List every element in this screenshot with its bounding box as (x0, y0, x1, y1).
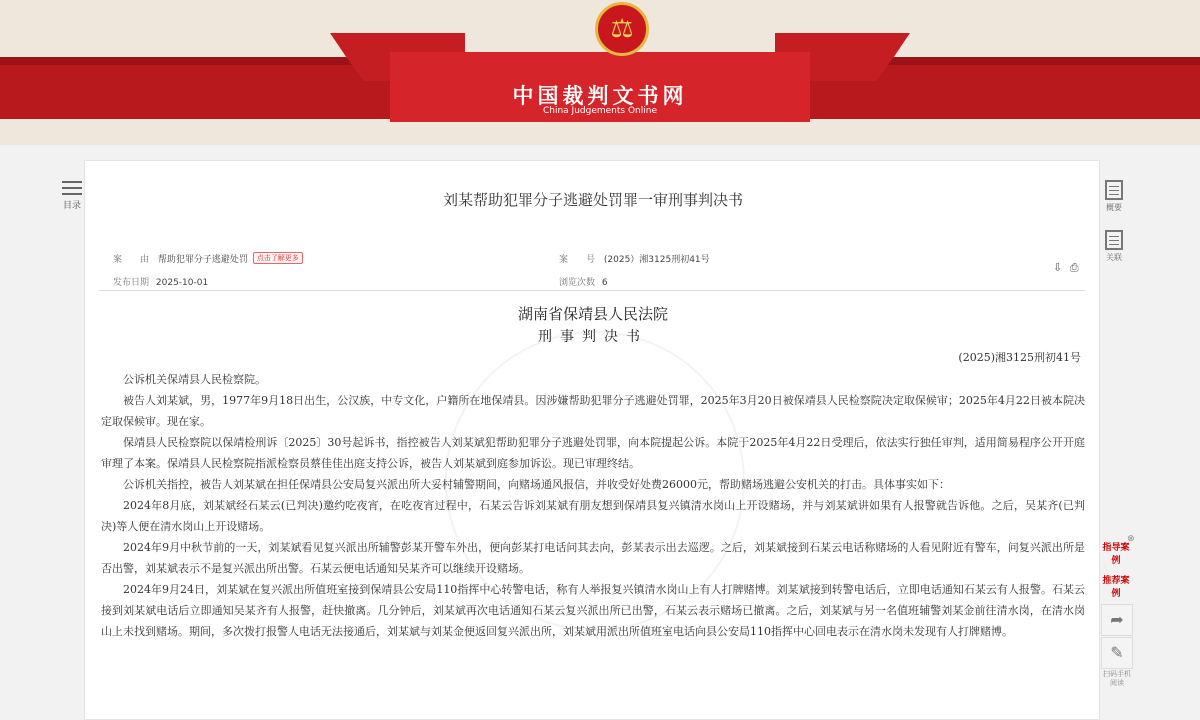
document-title: 刘某帮助犯罪分子逃避处罚罪一审刑事判决书 (442, 191, 743, 209)
court-name: 湖南省保靖县人民法院 (517, 305, 668, 323)
download-icon[interactable]: ⇩ (1053, 261, 1063, 274)
share-icon: ➦ (1110, 610, 1124, 629)
view-count-label: 浏览次数 (559, 278, 596, 288)
toc-label: 目录 (62, 201, 81, 211)
paragraph: 公诉机关指控，被告人刘某斌在担任保靖县公安局复兴派出所大妥村辅警期间，向赌场通风报信，并收受好处费26000元，帮助赌场逃避公安机关的打击。具体事实如下： (123, 478, 950, 491)
site-subtitle: China Judgements Online (542, 106, 657, 116)
paragraph: 2024年9月中秋节前的一天，刘某斌看见复兴派出所辅警彭某开警车外出，便向彭某打电话问其去向，彭某表示出去巡逻。之后，刘某斌接到石某云电话称赌场的人看见附近有警车，问复兴派出所是否出警，刘某斌表示不是复兴派出所出警。石某云便电话通知吴某齐可以继续开设赌场。 (101, 541, 1085, 575)
paragraph: 2024年8月底，刘某斌经石某云(已判决)邀约吃夜宵，在吃夜宵过程中，石某云告诉刘某斌有朋友想到保靖县复兴镇清水岗山上开设赌场，并与刘某斌讲如果有人报警就告诉他。之后，吴某齐(已判决)等人便在清水岗山上开设赌场。 (101, 499, 1085, 533)
case-number-label: 案 号 (559, 255, 596, 265)
related-icon (1105, 230, 1123, 250)
view-count (559, 275, 608, 288)
case-number: (2025)湘3125刑初41号 (958, 351, 1081, 364)
summary-button[interactable] (1102, 180, 1126, 213)
publish-date-label: 发布日期 (113, 278, 150, 288)
edit-icon: ✎ (1110, 643, 1124, 662)
learn-more-tag[interactable]: 点击了解更多 (253, 252, 303, 264)
list-icon (62, 180, 82, 196)
case-cause-value: 帮助犯罪分子逃避处罚 (157, 255, 248, 265)
guide-cases-link[interactable]: 指导案例 (1102, 543, 1130, 566)
view-count-value: 6 (601, 278, 608, 288)
summary-icon (1105, 180, 1123, 200)
paragraph: 保靖县人民检察院以保靖检刑诉〔2025〕30号起诉书，指控被告人刘某斌犯帮助犯罪分子逃避处罚罪，向本院提起公诉。本院于2025年4月22日受理后，依法实行独任审判，适用简易程序公开开庭审理了本案。保靖县人民检察院指派检察员蔡佳佳出庭支持公诉，被告人刘某斌到庭参加诉讼。现已审理终结。 (101, 436, 1085, 470)
case-number-value: (2025）湘3125刑初41号 (603, 255, 710, 265)
recommended-cases-link[interactable]: 推荐案例 (1102, 576, 1130, 599)
publish-date (113, 275, 208, 288)
case-number-meta (559, 252, 710, 265)
case-cause (113, 252, 303, 265)
share-button[interactable] (1101, 604, 1133, 636)
site-header (0, 0, 1200, 145)
paragraph: 2024年9月24日，刘某斌在复兴派出所值班室接到保靖县公安局110指挥中心转警电话，称有人举报复兴镇清水岗山上有人打牌赌博。刘某斌接到转警电话后，立即电话通知石某云有人报警。石某云接到刘某斌电话后立即通知吴某齐有人报警，赶快撤离。几分钟后，刘某斌再次电话通知石某云复兴派出所已出警，石某云表示赌场已撤离。之后，刘某斌与另一名值班辅警刘某金前往清水岗，在清水岗山上未找到赌场。期间，多次拨打报警人电话无法接通后，刘某斌与刘某金便返回复兴派出所，刘某斌用派出所值班室电话向县公安局110指挥中心回电表示在清水岗未发现有人打牌赌博。 (101, 583, 1085, 638)
divider (99, 290, 1085, 291)
doc-actions (1053, 261, 1079, 275)
court-emblem-icon[interactable] (595, 2, 649, 56)
document-body (101, 369, 1085, 642)
publish-date-value: 2025-10-01 (155, 278, 209, 288)
paragraph: 被告人刘某斌，男，1977年9月18日出生，公汉族，中专文化，户籍所在地保靖县。因涉嫌帮助犯罪分子逃避处罚罪，2025年3月20日被保靖县人民检察院决定取保候审；2025年4月22日被本院决定取保候审。现在家。 (101, 394, 1085, 428)
summary-label: 概要 (1106, 203, 1122, 212)
document-type: 刑事判决书 (538, 329, 648, 345)
document-card (84, 160, 1100, 720)
paragraph: 公诉机关保靖县人民检察院。 (123, 373, 266, 386)
close-icon[interactable]: ⊗ (1127, 534, 1135, 544)
case-cause-label: 案 由 (113, 255, 150, 265)
scales-icon: ⚖ (610, 14, 634, 44)
related-label: 关联 (1106, 253, 1122, 262)
edit-button[interactable] (1101, 637, 1133, 669)
print-icon[interactable]: ⎙ (1069, 261, 1079, 274)
related-button[interactable] (1102, 230, 1126, 263)
mobile-read-label[interactable]: 扫码手机阅读 (1103, 670, 1131, 687)
site-title[interactable]: 中国裁判文书网 (512, 84, 688, 108)
